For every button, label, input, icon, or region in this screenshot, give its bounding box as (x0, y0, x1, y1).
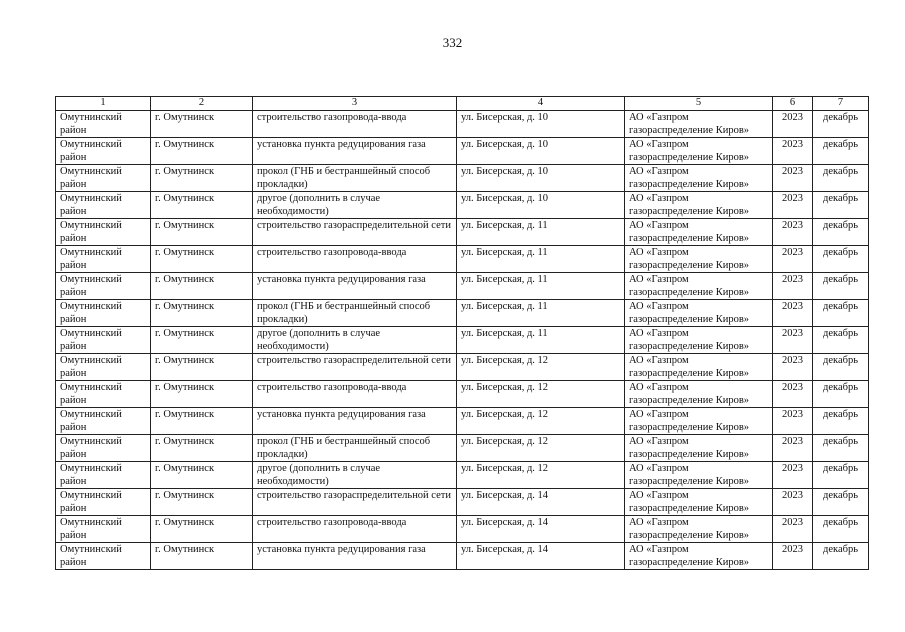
table-row (56, 111, 869, 138)
year-cell: 2023 (773, 543, 813, 570)
month-cell: декабрь (813, 192, 869, 219)
year-cell: 2023 (773, 354, 813, 381)
year-cell: 2023 (773, 138, 813, 165)
table-row (56, 435, 869, 462)
year-cell: 2023 (773, 165, 813, 192)
address-cell: ул. Бисерская, д. 10 (457, 111, 625, 138)
address-cell: ул. Бисерская, д. 10 (457, 192, 625, 219)
district-cell: Омутнинский район (56, 273, 151, 300)
table-row (56, 300, 869, 327)
year-cell: 2023 (773, 192, 813, 219)
month-cell: декабрь (813, 489, 869, 516)
city-cell: г. Омутнинск (151, 300, 253, 327)
district-cell: Омутнинский район (56, 165, 151, 192)
district-cell: Омутнинский район (56, 516, 151, 543)
district-cell: Омутнинский район (56, 219, 151, 246)
month-cell: декабрь (813, 219, 869, 246)
address-cell: ул. Бисерская, д. 11 (457, 246, 625, 273)
organization-cell: АО «Газпром газораспределение Киров» (625, 489, 773, 516)
address-cell: ул. Бисерская, д. 11 (457, 300, 625, 327)
table-header (56, 97, 869, 111)
table-row (56, 462, 869, 489)
city-cell: г. Омутнинск (151, 246, 253, 273)
column-header-7: 7 (813, 97, 869, 111)
table-row (56, 138, 869, 165)
city-cell: г. Омутнинск (151, 165, 253, 192)
organization-cell: АО «Газпром газораспределение Киров» (625, 327, 773, 354)
month-cell: декабрь (813, 435, 869, 462)
work-type-cell: другое (дополнить в случае необходимости) (253, 462, 457, 489)
column-header-5: 5 (625, 97, 773, 111)
table-row (56, 381, 869, 408)
city-cell: г. Омутнинск (151, 408, 253, 435)
address-cell: ул. Бисерская, д. 10 (457, 165, 625, 192)
work-type-cell: другое (дополнить в случае необходимости) (253, 327, 457, 354)
district-cell: Омутнинский район (56, 462, 151, 489)
work-type-cell: строительство газопровода-ввода (253, 381, 457, 408)
organization-cell: АО «Газпром газораспределение Киров» (625, 165, 773, 192)
district-cell: Омутнинский район (56, 138, 151, 165)
district-cell: Омутнинский район (56, 381, 151, 408)
column-header-3: 3 (253, 97, 457, 111)
month-cell: декабрь (813, 354, 869, 381)
district-cell: Омутнинский район (56, 300, 151, 327)
city-cell: г. Омутнинск (151, 435, 253, 462)
work-type-cell: строительство газораспределительной сети (253, 489, 457, 516)
data-table (55, 96, 869, 570)
work-type-cell: строительство газораспределительной сети (253, 219, 457, 246)
work-type-cell: прокол (ГНБ и бестраншейный способ прокладки) (253, 435, 457, 462)
month-cell: декабрь (813, 111, 869, 138)
district-cell: Омутнинский район (56, 111, 151, 138)
organization-cell: АО «Газпром газораспределение Киров» (625, 543, 773, 570)
organization-cell: АО «Газпром газораспределение Киров» (625, 435, 773, 462)
page-number: 332 (442, 35, 463, 50)
month-cell: декабрь (813, 543, 869, 570)
city-cell: г. Омутнинск (151, 327, 253, 354)
table-row (56, 354, 869, 381)
address-cell: ул. Бисерская, д. 14 (457, 516, 625, 543)
organization-cell: АО «Газпром газораспределение Киров» (625, 462, 773, 489)
table-row (56, 408, 869, 435)
district-cell: Омутнинский район (56, 489, 151, 516)
table-row (56, 192, 869, 219)
address-cell: ул. Бисерская, д. 14 (457, 489, 625, 516)
year-cell: 2023 (773, 489, 813, 516)
address-cell: ул. Бисерская, д. 11 (457, 273, 625, 300)
month-cell: декабрь (813, 138, 869, 165)
table-row (56, 219, 869, 246)
district-cell: Омутнинский район (56, 246, 151, 273)
table-row (56, 246, 869, 273)
year-cell: 2023 (773, 246, 813, 273)
month-cell: декабрь (813, 165, 869, 192)
organization-cell: АО «Газпром газораспределение Киров» (625, 246, 773, 273)
organization-cell: АО «Газпром газораспределение Киров» (625, 408, 773, 435)
city-cell: г. Омутнинск (151, 462, 253, 489)
organization-cell: АО «Газпром газораспределение Киров» (625, 192, 773, 219)
address-cell: ул. Бисерская, д. 12 (457, 435, 625, 462)
work-type-cell: установка пункта редуцирования газа (253, 408, 457, 435)
district-cell: Омутнинский район (56, 192, 151, 219)
organization-cell: АО «Газпром газораспределение Киров» (625, 273, 773, 300)
year-cell: 2023 (773, 300, 813, 327)
address-cell: ул. Бисерская, д. 12 (457, 408, 625, 435)
organization-cell: АО «Газпром газораспределение Киров» (625, 138, 773, 165)
column-header-6: 6 (773, 97, 813, 111)
work-type-cell: строительство газораспределительной сети (253, 354, 457, 381)
table-row (56, 165, 869, 192)
month-cell: декабрь (813, 327, 869, 354)
table-row (56, 489, 869, 516)
work-type-cell: прокол (ГНБ и бестраншейный способ прокладки) (253, 165, 457, 192)
city-cell: г. Омутнинск (151, 489, 253, 516)
year-cell: 2023 (773, 435, 813, 462)
column-header-4: 4 (457, 97, 625, 111)
work-type-cell: установка пункта редуцирования газа (253, 138, 457, 165)
address-cell: ул. Бисерская, д. 10 (457, 138, 625, 165)
district-cell: Омутнинский район (56, 543, 151, 570)
work-type-cell: установка пункта редуцирования газа (253, 543, 457, 570)
organization-cell: АО «Газпром газораспределение Киров» (625, 300, 773, 327)
city-cell: г. Омутнинск (151, 192, 253, 219)
year-cell: 2023 (773, 462, 813, 489)
work-type-cell: другое (дополнить в случае необходимости) (253, 192, 457, 219)
month-cell: декабрь (813, 246, 869, 273)
district-cell: Омутнинский район (56, 435, 151, 462)
district-cell: Омутнинский район (56, 327, 151, 354)
work-type-cell: строительство газопровода-ввода (253, 516, 457, 543)
address-cell: ул. Бисерская, д. 12 (457, 354, 625, 381)
table-body (56, 111, 869, 570)
year-cell: 2023 (773, 408, 813, 435)
city-cell: г. Омутнинск (151, 111, 253, 138)
organization-cell: АО «Газпром газораспределение Киров» (625, 381, 773, 408)
organization-cell: АО «Газпром газораспределение Киров» (625, 516, 773, 543)
header-row (56, 97, 869, 111)
address-cell: ул. Бисерская, д. 11 (457, 327, 625, 354)
city-cell: г. Омутнинск (151, 354, 253, 381)
address-cell: ул. Бисерская, д. 12 (457, 381, 625, 408)
work-type-cell: строительство газопровода-ввода (253, 246, 457, 273)
table-row (56, 516, 869, 543)
month-cell: декабрь (813, 300, 869, 327)
month-cell: декабрь (813, 381, 869, 408)
table-row (56, 273, 869, 300)
organization-cell: АО «Газпром газораспределение Киров» (625, 354, 773, 381)
city-cell: г. Омутнинск (151, 138, 253, 165)
year-cell: 2023 (773, 516, 813, 543)
work-type-cell: прокол (ГНБ и бестраншейный способ прокладки) (253, 300, 457, 327)
city-cell: г. Омутнинск (151, 381, 253, 408)
district-cell: Омутнинский район (56, 354, 151, 381)
column-header-2: 2 (151, 97, 253, 111)
city-cell: г. Омутнинск (151, 273, 253, 300)
month-cell: декабрь (813, 273, 869, 300)
work-type-cell: установка пункта редуцирования газа (253, 273, 457, 300)
organization-cell: АО «Газпром газораспределение Киров» (625, 219, 773, 246)
month-cell: декабрь (813, 516, 869, 543)
work-type-cell: строительство газопровода-ввода (253, 111, 457, 138)
city-cell: г. Омутнинск (151, 516, 253, 543)
year-cell: 2023 (773, 381, 813, 408)
organization-cell: АО «Газпром газораспределение Киров» (625, 111, 773, 138)
column-header-1: 1 (56, 97, 151, 111)
year-cell: 2023 (773, 327, 813, 354)
month-cell: декабрь (813, 462, 869, 489)
table-row (56, 327, 869, 354)
year-cell: 2023 (773, 219, 813, 246)
month-cell: декабрь (813, 408, 869, 435)
district-cell: Омутнинский район (56, 408, 151, 435)
address-cell: ул. Бисерская, д. 14 (457, 543, 625, 570)
year-cell: 2023 (773, 273, 813, 300)
year-cell: 2023 (773, 111, 813, 138)
address-cell: ул. Бисерская, д. 11 (457, 219, 625, 246)
table-row (56, 543, 869, 570)
address-cell: ул. Бисерская, д. 12 (457, 462, 625, 489)
city-cell: г. Омутнинск (151, 543, 253, 570)
city-cell: г. Омутнинск (151, 219, 253, 246)
